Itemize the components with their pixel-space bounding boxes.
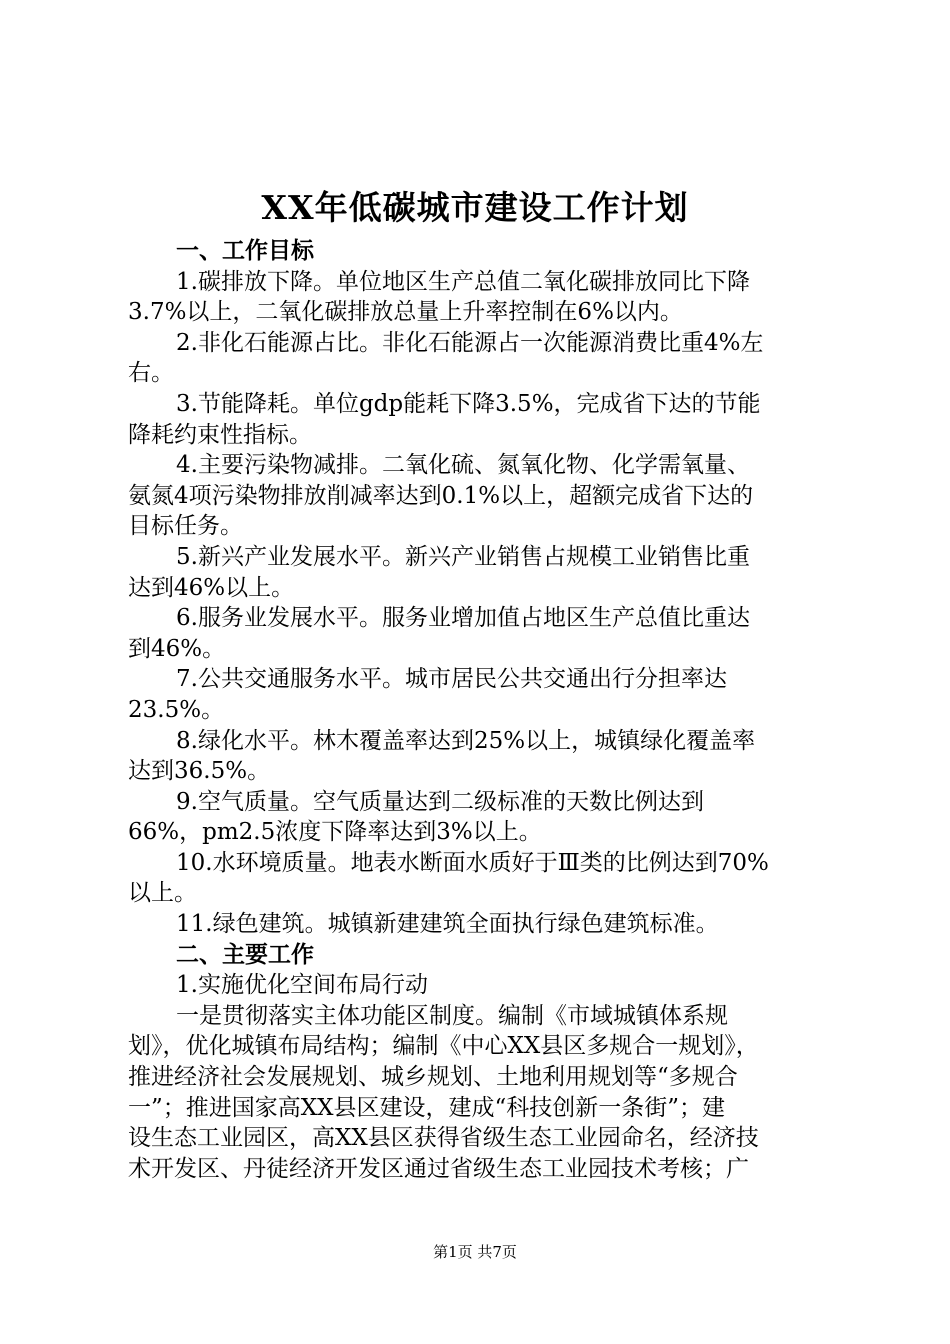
paragraph-line: 6.服务业发展水平。服务业增加值占地区生产总值比重达 <box>176 605 750 632</box>
paragraph-line: 右。 <box>128 360 174 387</box>
paragraph-line: 4.主要污染物减排。二氧化硫、氮氧化物、化学需氧量、 <box>176 452 750 479</box>
document-title: XX年低碳城市建设工作计划 <box>261 188 689 227</box>
paragraph-line: 5.新兴产业发展水平。新兴产业销售占规模工业销售比重 <box>176 543 750 570</box>
paragraph-line: 9.空气质量。空气质量达到二级标准的天数比例达到 <box>176 788 704 815</box>
paragraph-line: 达到36.5%。 <box>128 758 271 785</box>
paragraph-line: 2.非化石能源占比。非化石能源占一次能源消费比重4%左 <box>176 329 764 356</box>
paragraph-line: 3.节能降耗。单位gdp能耗下降3.5%，完成省下达的节能 <box>176 390 761 417</box>
paragraph-line: 推进经济社会发展规划、城乡规划、土地利用规划等“多规合 <box>128 1064 738 1091</box>
section-heading: 二、主要工作 <box>176 941 314 968</box>
paragraph-line: 术开发区、丹徒经济开发区通过省级生态工业园技术考核；广 <box>128 1155 749 1182</box>
paragraph-line: 氨氮4项污染物排放削减率达到0.1%以上，超额完成省下达的 <box>128 482 754 509</box>
paragraph-line: 66%，pm2.5浓度下降率达到3%以上。 <box>128 819 542 846</box>
paragraph-line: 10.水环境质量。地表水断面水质好于Ⅲ类的比例达到70% <box>176 849 769 876</box>
paragraph-line: 降耗约束性指标。 <box>128 421 312 448</box>
paragraph-line: 1.碳排放下降。单位地区生产总值二氧化碳排放同比下降 <box>176 268 750 295</box>
paragraph-line: 以上。 <box>128 880 197 907</box>
section-heading: 一、工作目标 <box>176 238 314 264</box>
paragraph-line: 划》，优化城镇布局结构；编制《中心XX县区多规合一规划》， <box>128 1033 759 1060</box>
document-body <box>128 236 833 1184</box>
paragraph-line: 23.5%。 <box>128 696 225 723</box>
paragraph-line: 1.实施优化空间布局行动 <box>176 972 428 999</box>
paragraph-line: 7.公共交通服务水平。城市居民公共交通出行分担率达 <box>176 666 727 693</box>
paragraph-line: 8.绿化水平。林木覆盖率达到25%以上，城镇绿化覆盖率 <box>176 727 756 754</box>
paragraph-line: 达到46%以上。 <box>128 574 295 601</box>
paragraph-line: 11.绿色建筑。城镇新建建筑全面执行绿色建筑标准。 <box>176 911 719 938</box>
page-footer: 第1页 共7页 <box>433 1243 517 1261</box>
paragraph-line: 一”；推进国家高XX县区建设，建成“科技创新一条街”；建 <box>128 1094 726 1121</box>
paragraph-line: 目标任务。 <box>128 513 243 540</box>
paragraph-line: 到46%。 <box>128 635 226 662</box>
paragraph-line: 设生态工业园区，高XX县区获得省级生态工业园命名，经济技 <box>128 1125 759 1152</box>
paragraph-line: 3.7%以上，二氧化碳排放总量上升率控制在6%以内。 <box>128 299 683 326</box>
paragraph-line: 一是贯彻落实主体功能区制度。编制《市域城镇体系规 <box>176 1002 728 1029</box>
